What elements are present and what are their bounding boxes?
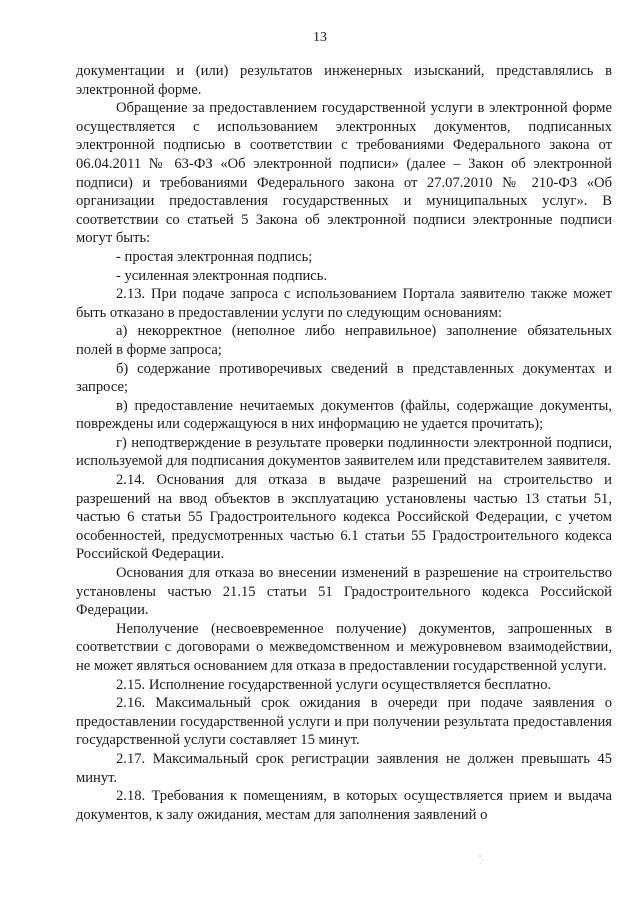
paragraph: 2.14. Основания для отказа в выдаче разрешений на строительство и разрешений на ввод объектов в эксплуатацию установлены частью 13 статьи 51, частью 6 статьи 55 Градостроительного кодекса Российской Федерации, с учетом особенностей, предусмотренных частью 6.1 статьи 55 Градостроительного кодекса Российской Федерации.	[76, 472, 612, 563]
list-item: - простая электронная подпись;	[116, 248, 313, 265]
list-item: б) содержание противоречивых сведений в представленных документах и запросе;	[76, 360, 612, 396]
document-body	[76, 62, 612, 824]
paragraph: Обращение за предоставлением государственной услуги в электронной форме осуществляется с использованием электронных документов, подписанных электронной подписью в соответствии с требованиями Федерального закона от 06.04.2011 № 63-ФЗ «Об электронной подписи» (далее – Закон об электронной подписи) и требованиями Федерального закона от 27.07.2010 № 210-ФЗ «Об организации предоставления государственных и муниципальных услуг». В соответствии со статьей 5 Закона об электронной подписи электронные подписи могут быть:	[76, 100, 612, 247]
paragraph: 2.13. При подаче запроса с использованием Портала заявителю также может быть отказано в предоставлении услуги по следующим основаниям:	[76, 286, 612, 321]
scan-speck-mark	[478, 853, 484, 865]
paragraph: 2.17. Максимальный срок регистрации заявления не должен превышать 45 минут.	[76, 750, 612, 786]
paragraph: Неполучение (несвоевременное получение) документов, запрошенных в соответствии с договорами о межведомственном и межуровневом взаимодействии, не может являться основанием для отказа в предоставлении государственной услуги.	[76, 620, 612, 674]
list-item: - усиленная электронная подпись.	[116, 267, 328, 284]
paragraph: 2.15. Исполнение государственной услуги осуществляется бесплатно.	[116, 676, 552, 693]
paragraph: 2.18. Требования к помещениям, в которых осуществляется прием и выдача документов, к залу ожидания, местам для заполнения заявлений о	[76, 788, 612, 823]
list-item: г) неподтверждение в результате проверки подлинности электронной подписи, используемой для подписания документов заявителем или представителем заявителя.	[76, 434, 612, 470]
paragraph: 2.16. Максимальный срок ожидания в очереди при подаче заявления о предоставлении государственной услуги и при получении результата предоставления государственной услуги составляет 15 минут.	[76, 695, 612, 749]
page-number: 13	[313, 30, 327, 45]
list-item: а) некорректное (неполное либо неправильное) заполнение обязательных полей в форме запроса;	[76, 323, 612, 358]
list-item: в) предоставление нечитаемых документов (файлы, содержащие документы, повреждены или содержащуюся в них информацию не удается прочитать);	[76, 397, 612, 433]
paragraph: Основания для отказа во внесении изменений в разрешение на строительство установлены частью 21.15 статьи 51 Градостроительного кодекса Российской Федерации.	[76, 565, 612, 619]
paragraph: документации и (или) результатов инженерных изысканий, представлялись в электронной форме.	[76, 63, 612, 98]
